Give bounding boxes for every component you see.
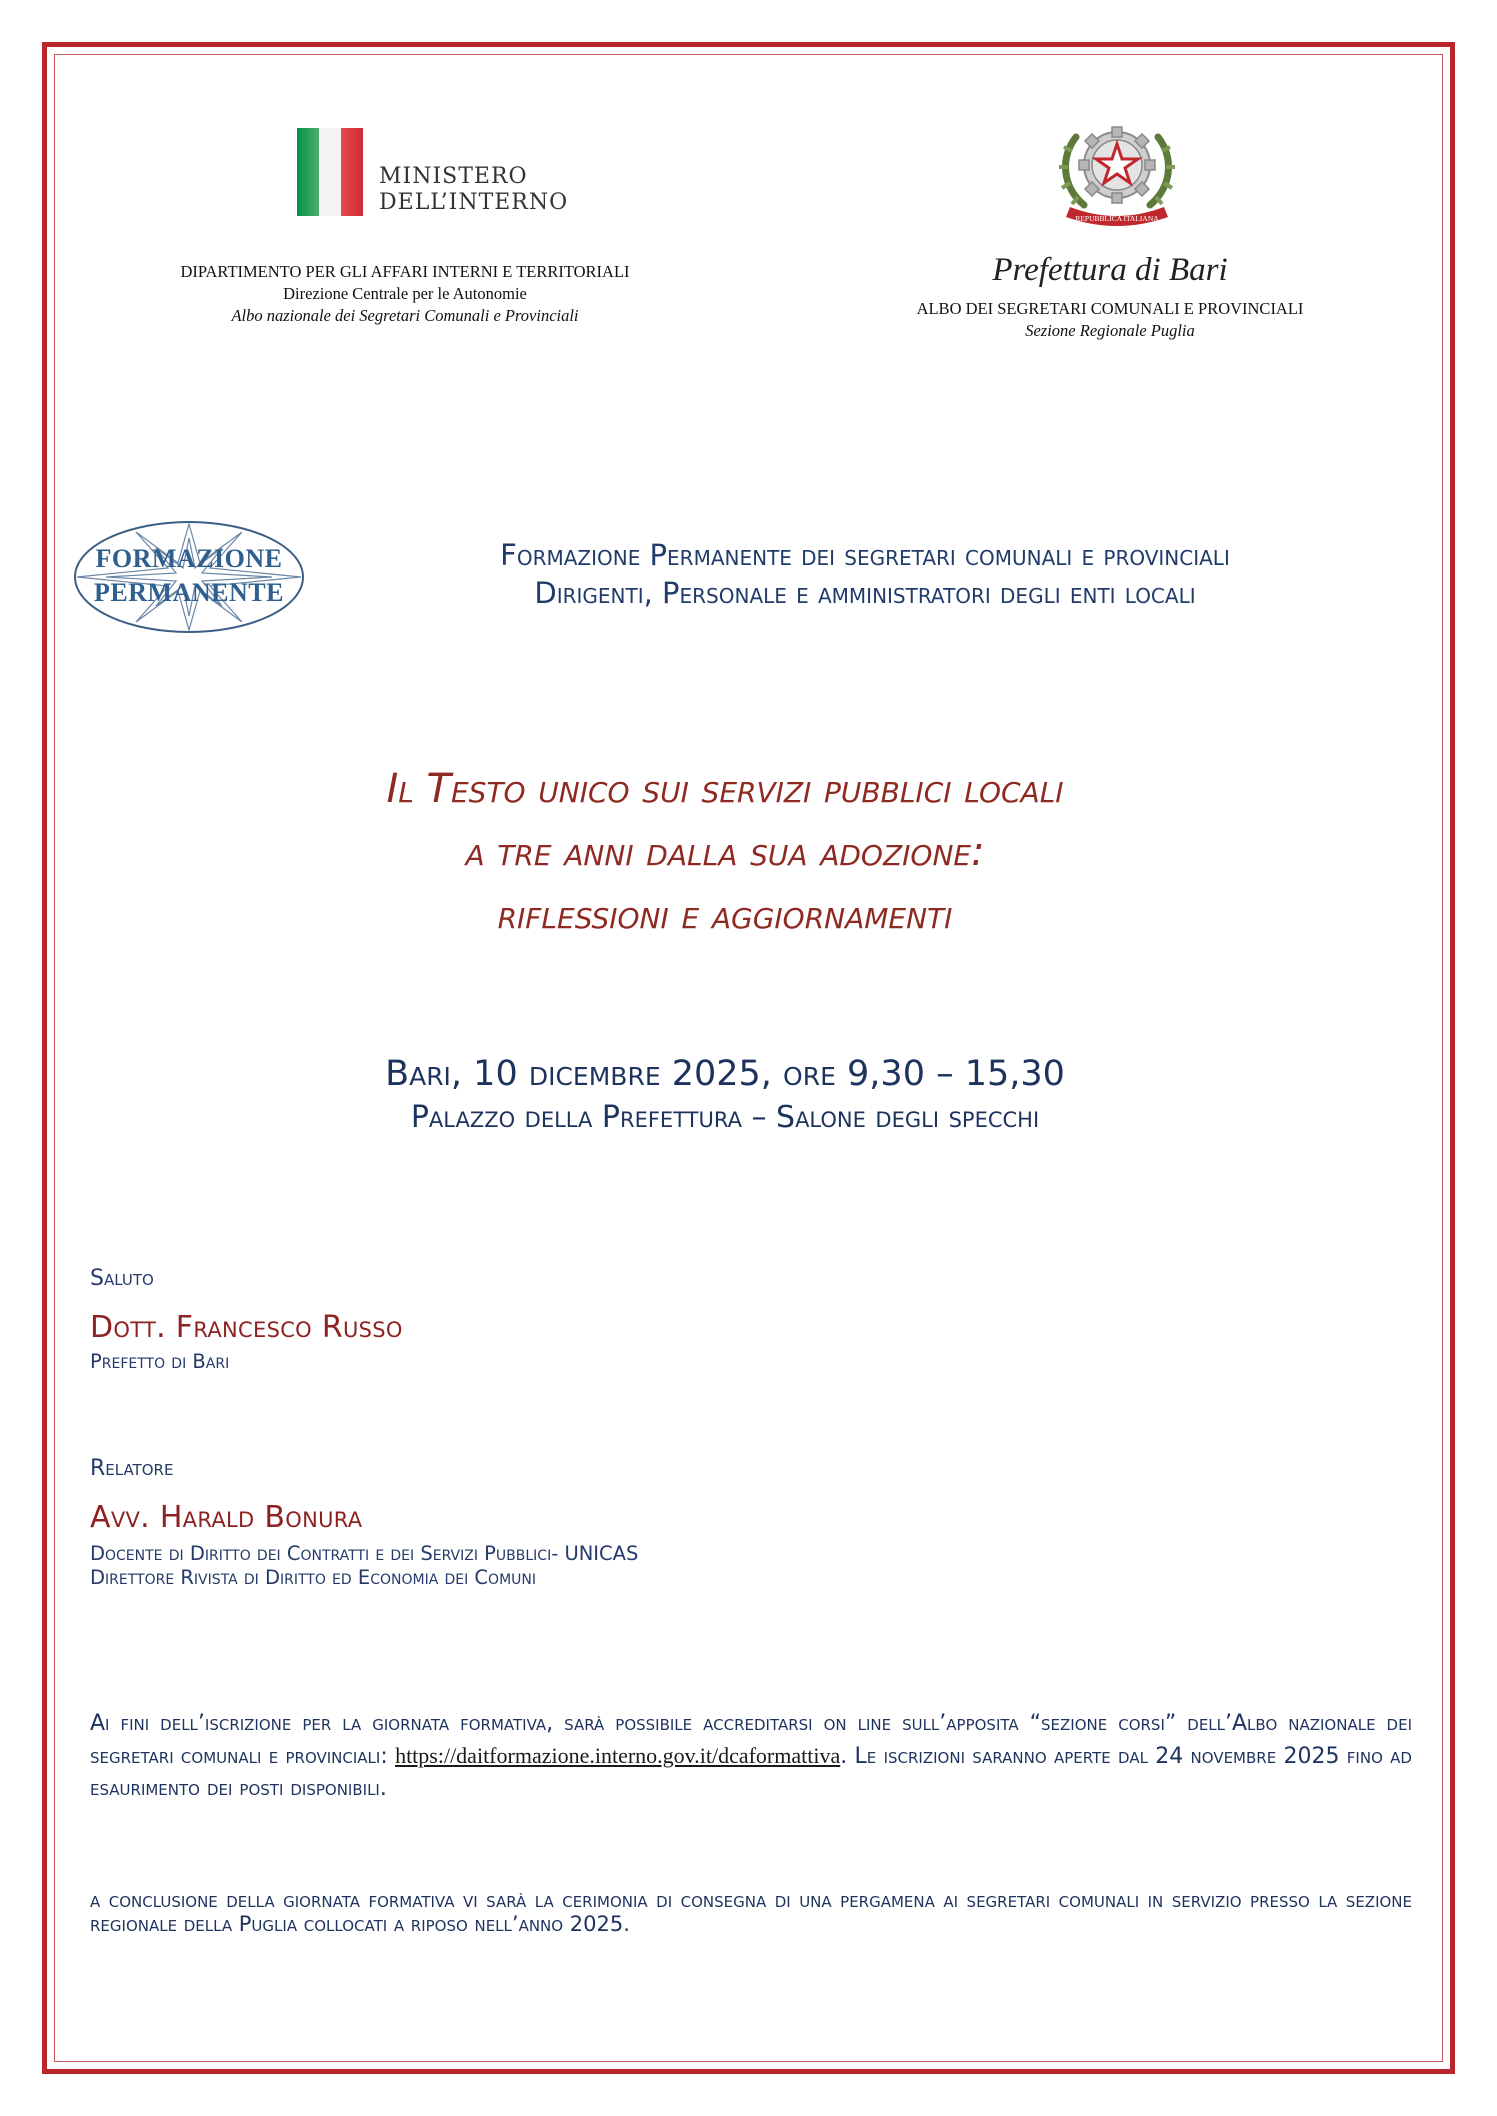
prefettura-title: Prefettura di Bari <box>992 252 1228 288</box>
flag-green-stripe <box>297 128 319 216</box>
relatore-role-line1: Docente di Diritto dei Contratti e dei Servizi Pubblici- UNICAS <box>90 1542 639 1565</box>
albo-regionale-block <box>850 298 1370 342</box>
repubblica-italiana-emblem-icon <box>1054 117 1180 229</box>
formazione-heading-line2: Dirigenti, Personale e amministratori degli enti locali <box>534 576 1196 610</box>
event-venue: Palazzo della Prefettura – Salone degli specchi <box>410 1100 1040 1135</box>
iscrizione-text-after: . Le iscrizioni saranno aperte dal 24 novembre 2025 fino ad esaurimento dei posti disponibili. <box>90 1744 1412 1801</box>
event-date: Bari, 10 dicembre 2025, ore 9,30 – 15,30 <box>385 1054 1065 1094</box>
event-title-line3: riflessioni e aggiornamenti <box>497 892 953 938</box>
iscrizione-text-before: Ai fini dell’iscrizione per la giornata formativa, sarà possibile accreditarsi on line sull’apposita “sezione corsi” dell’Albo nazionale dei segretari comunali e provinciali: <box>90 1711 1412 1769</box>
direzione-line: Direzione Centrale per le Autonomie <box>283 284 527 303</box>
flag-white-stripe <box>319 128 341 216</box>
event-title <box>180 758 1270 947</box>
emblem-ribbon-text: REPUBBLICA ITALIANA <box>1075 214 1159 223</box>
relatore-speaker-role <box>90 1542 638 1590</box>
formazione-permanente-logo <box>72 518 306 636</box>
saluto-speaker-name: Dott. Francesco Russo <box>90 1310 403 1345</box>
relatore-label: Relatore <box>90 1456 174 1481</box>
conclusione-paragraph: a conclusione della giornata formativa vi sarà la cerimonia di consegna di una pergamena ai segretari comunali in servizio presso la sezione regionale della Puglia collocati a riposo nell’anno 2025. <box>90 1888 1412 1936</box>
ministero-interno-logo <box>297 128 587 220</box>
iscrizione-link[interactable]: https://daitformazione.interno.gov.it/dcaformattiva <box>395 1743 841 1768</box>
albo-line: ALBO DEI SEGRETARI COMUNALI E PROVINCIALI <box>916 299 1304 318</box>
fp-logo-line2: PERMANENTE <box>94 578 284 607</box>
albo-nazionale-line: Albo nazionale dei Segretari Comunali e Provinciali <box>231 306 579 325</box>
compass-star-icon <box>72 518 306 636</box>
ministry-logo-line2: DELL’INTERNO <box>379 190 569 215</box>
event-title-line1: Il Testo unico sui servizi pubblici locali <box>386 766 1064 812</box>
iscrizione-paragraph <box>90 1708 1412 1805</box>
flag-red-stripe <box>341 128 363 216</box>
relatore-role-line2: Direttore Rivista di Diritto ed Economia dei Comuni <box>90 1566 536 1589</box>
relatore-speaker-name: Avv. Harald Bonura <box>90 1500 363 1535</box>
fp-logo-line1: FORMAZIONE <box>95 544 283 573</box>
department-block <box>150 261 660 327</box>
formazione-heading-line1: Formazione Permanente dei segretari comunali e provinciali <box>500 538 1230 572</box>
ministry-logo-line1: MINISTERO <box>379 164 528 189</box>
event-title-line2: a tre anni dalla sua adozione: <box>465 829 985 875</box>
event-date-block <box>180 1052 1270 1140</box>
ministry-logo-text <box>379 164 568 216</box>
formazione-heading <box>330 536 1400 612</box>
sezione-regionale-line: Sezione Regionale Puglia <box>1025 321 1195 340</box>
department-line: DIPARTIMENTO PER GLI AFFARI INTERNI E TERRITORIALI <box>180 262 630 281</box>
saluto-speaker-role: Prefetto di Bari <box>90 1350 230 1373</box>
saluto-label: Saluto <box>90 1266 154 1291</box>
